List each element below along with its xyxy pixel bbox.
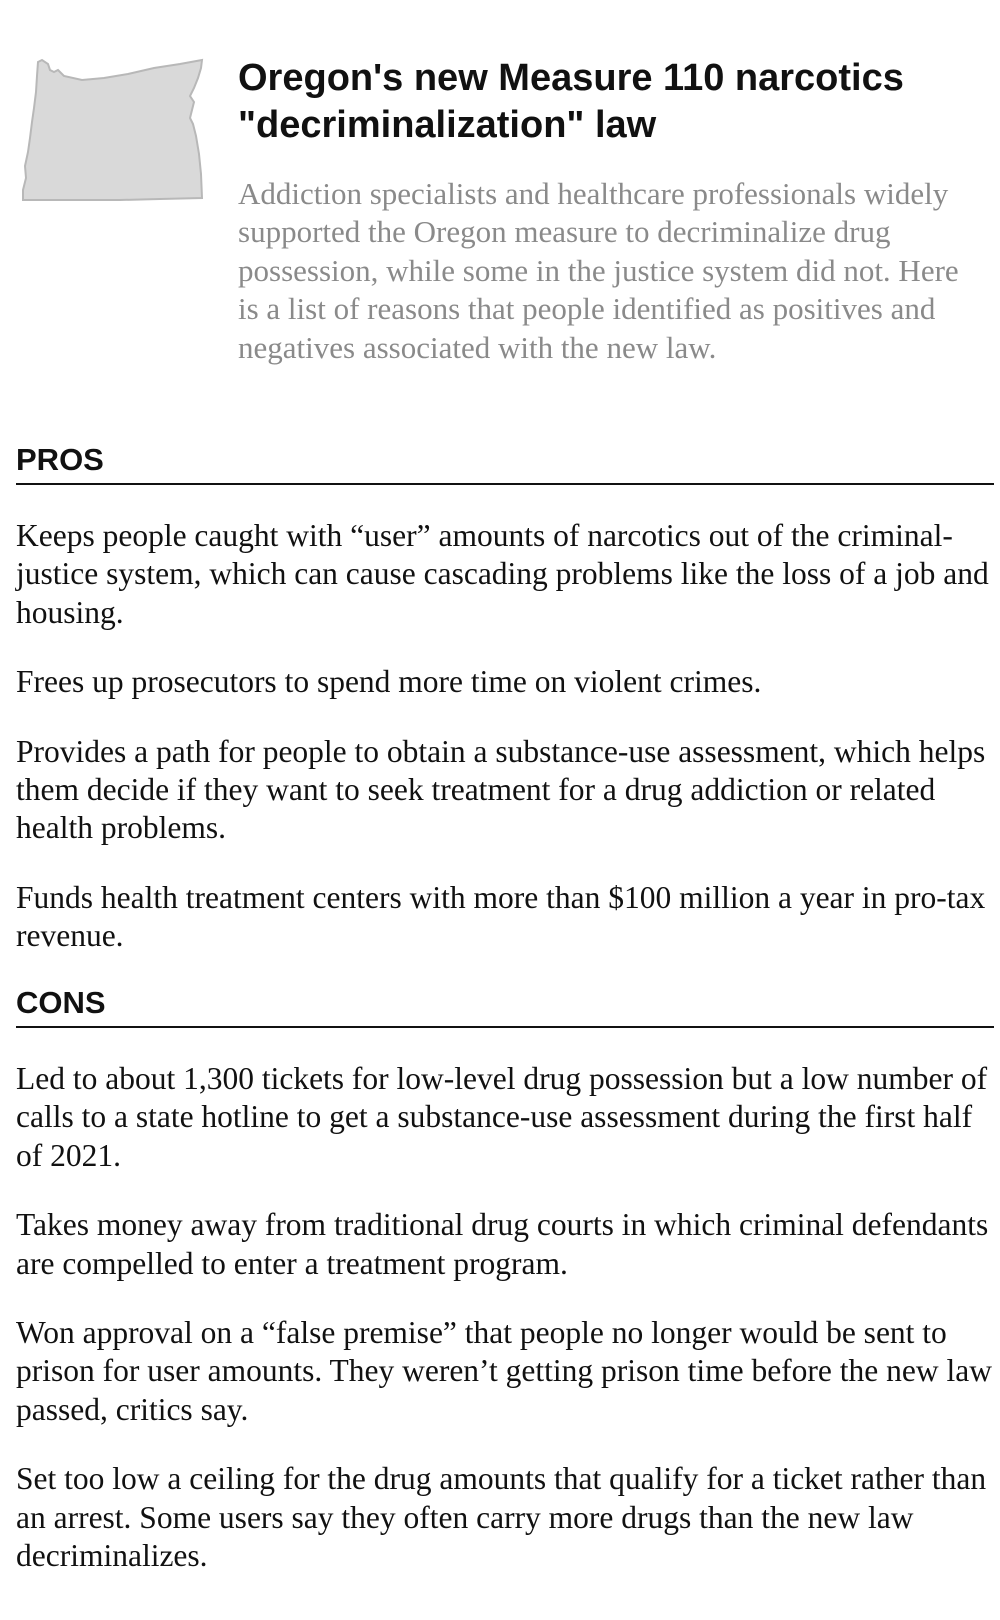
cons-list (16, 1060, 994, 1575)
oregon-shape (23, 60, 202, 200)
cons-heading: CONS (16, 986, 994, 1028)
pros-item: Funds health treatment centers with more than $100 million a year in pro-tax revenue. (16, 879, 986, 954)
pros-section (16, 443, 994, 956)
cons-section (16, 986, 994, 1575)
title-block (238, 55, 978, 367)
cons-item: Won approval on a “false premise” that people no longer would be sent to prison for user amounts. They weren’t getting prison time before the new law passed, critics say. (16, 1315, 992, 1427)
intro-text: Addiction specialists and healthcare professionals widely supported the Oregon measure to decriminalize drug possession, while some in the justice system did not. Here is a list of reasons that people identified as positives and negatives associated with the new law. (238, 176, 959, 365)
pros-item: Keeps people caught with “user” amounts of narcotics out of the criminal-justice system, which can cause cascading problems like the loss of a job and housing. (16, 518, 989, 630)
pros-heading: PROS (16, 443, 994, 485)
cons-item: Set too low a ceiling for the drug amounts that qualify for a ticket rather than an arrest. Some users say they often carry more drugs than the new law decriminalizes. (16, 1461, 987, 1574)
cons-item: Takes money away from traditional drug courts in which criminal defendants are compelled to enter a treatment program. (16, 1207, 989, 1281)
pros-item: Frees up prosecutors to spend more time on violent crimes. (16, 664, 762, 700)
pros-item: Provides a path for people to obtain a substance-use assessment, which helps them decide if they want to seek treatment for a drug addiction or related health problems. (16, 733, 986, 846)
oregon-state-map-icon (20, 58, 206, 210)
header (0, 0, 1000, 410)
page-title: Oregon's new Measure 110 narcotics "decriminalization" law (238, 57, 904, 146)
cons-item: Led to about 1,300 tickets for low-level drug possession but a low number of calls to a state hotline to get a substance-use assessment during the first half of 2021. (16, 1061, 988, 1173)
pros-list (16, 517, 994, 956)
